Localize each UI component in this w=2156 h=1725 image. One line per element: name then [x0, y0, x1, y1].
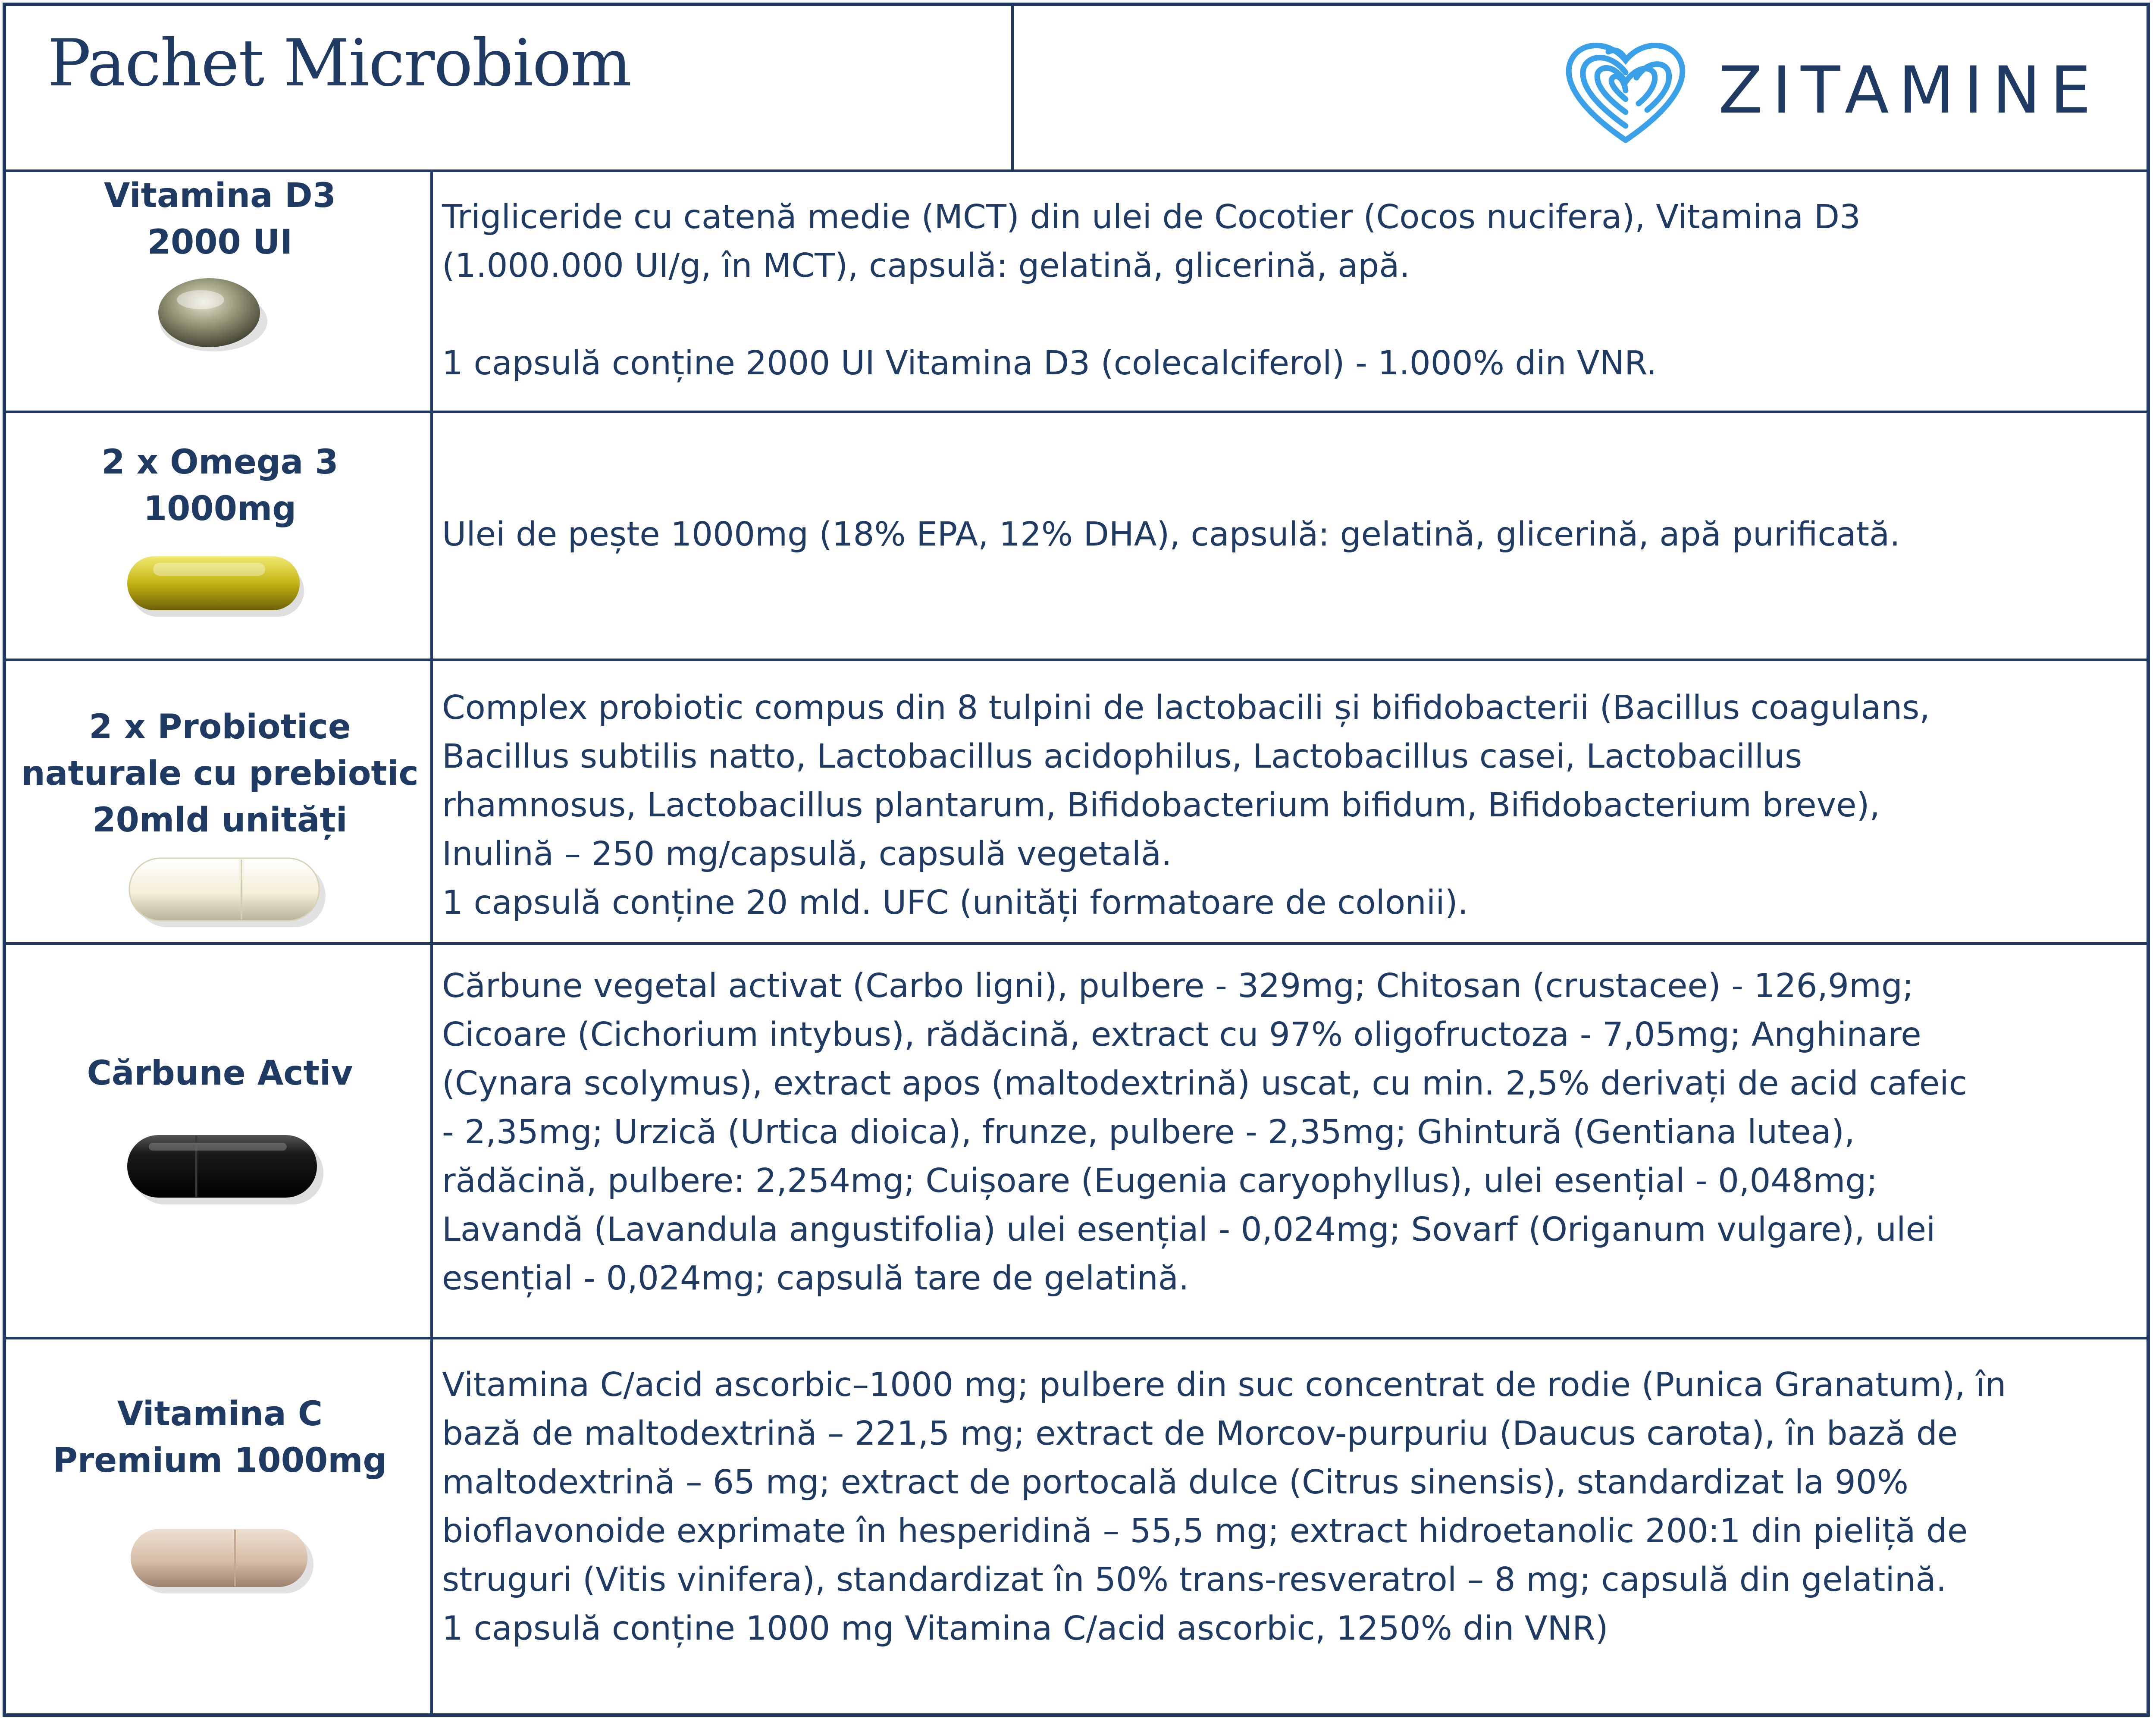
row-divider — [3, 659, 2150, 661]
column-divider — [430, 169, 433, 1716]
row-divider — [3, 1337, 2150, 1339]
softgel-yellow-oval-icon — [123, 548, 308, 625]
capsule-white-icon — [125, 852, 328, 932]
row-divider — [3, 169, 2150, 172]
product-name: 2 x Probiotice naturale cu prebiotic 20mld unități — [21, 708, 419, 840]
brand-logo — [1561, 34, 2100, 147]
brand-name: ZITAMINE — [1718, 53, 2101, 128]
row-divider — [3, 942, 2150, 945]
product-name: Vitamina C Premium 1000mg — [53, 1395, 387, 1480]
product-description: Complex probiotic compus din 8 tulpini de lactobacili și bifidobacterii (Bacillus coagulans, Bacillus subtilis natto, Lactobacillus acidophilus, Lactobacillus casei, Lactobacillus rhamnosus, Lactobacillus plantarum, Bifidobacterium bifidum, Bifidobacterium breve), Inulină – 250 mg/capsulă, capsulă vegetală. 1 capsulă conține 20 mld. UFC (unități formatoare de colonii). — [442, 689, 1930, 922]
product-name: 2 x Omega 3 1000mg — [101, 443, 338, 528]
capsule-beige-icon — [127, 1524, 317, 1598]
product-description: Cărbune vegetal activat (Carbo ligni), pulbere - 329mg; Chitosan (crustacee) - 126,9mg; Cicoare (Cichorium intybus), rădăcină, extract cu 97% oligofructoza - 7,05mg; Anghinare (Cynara scolymus), extract apos (maltodextrină) uscat, cu min. 2,5% derivați de acid cafeic - 2,35mg; Urzică (Urtica dioica), frunze, pulbere - 2,35mg; Ghintură (Gentiana lutea), rădăcină, pulbere: 2,254mg; Cuișoare (Eugenia caryophyllus), ulei esențial - 0,048mg; Lavandă (Lavandula angustifolia) ulei esențial - 0,024mg; Sovarf (Origanum vulgare), ulei esențial - 0,024mg; capsulă tare de gelatină. — [442, 967, 1967, 1298]
product-description: Trigliceride cu catenă medie (MCT) din ulei de Cocotier (Cocos nucifera), Vitamina D3 (1.000.000 UI/g, în MCT), capsulă: gelatină, glicerină, apă. 1 capsulă conține 2000 UI Vitamina D3 (colecalciferol) - 1.000% din VNR. — [442, 198, 1861, 383]
page-title: Pachet Microbiom — [47, 26, 631, 101]
row-divider — [3, 411, 2150, 413]
softgel-clear-round-icon — [153, 270, 270, 356]
product-name: Vitamina D3 2000 UI — [103, 176, 336, 262]
product-name: Cărbune Activ — [87, 1054, 353, 1093]
product-description: Vitamina C/acid ascorbic–1000 mg; pulbere din suc concentrat de rodie (Punica Granatum), în bază de maltodextrină – 221,5 mg; extract de Morcov-purpuriu (Daucus carota), în bază de maltodextrină – 65 mg; extract de portocală dulce (Citrus sinensis), standardizat la 90% bioflavonoide exprimate în hesperidină – 55,5 mg; extract hidroetanolic 200:1 din pieliță de struguri (Vitis vinifera), standardizat în 50% trans-resveratrol – 8 mg; capsulă din gelatină. 1 capsulă conține 1000 mg Vitamina C/acid ascorbic, 1250% din VNR) — [442, 1366, 2006, 1648]
capsule-black-icon — [123, 1130, 326, 1208]
product-description: Ulei de pește 1000mg (18% EPA, 12% DHA), capsulă: gelatină, glicerină, apă purificată. — [442, 515, 1900, 554]
header-divider — [1011, 3, 1014, 171]
heart-fingerprint-icon — [1561, 34, 1690, 147]
